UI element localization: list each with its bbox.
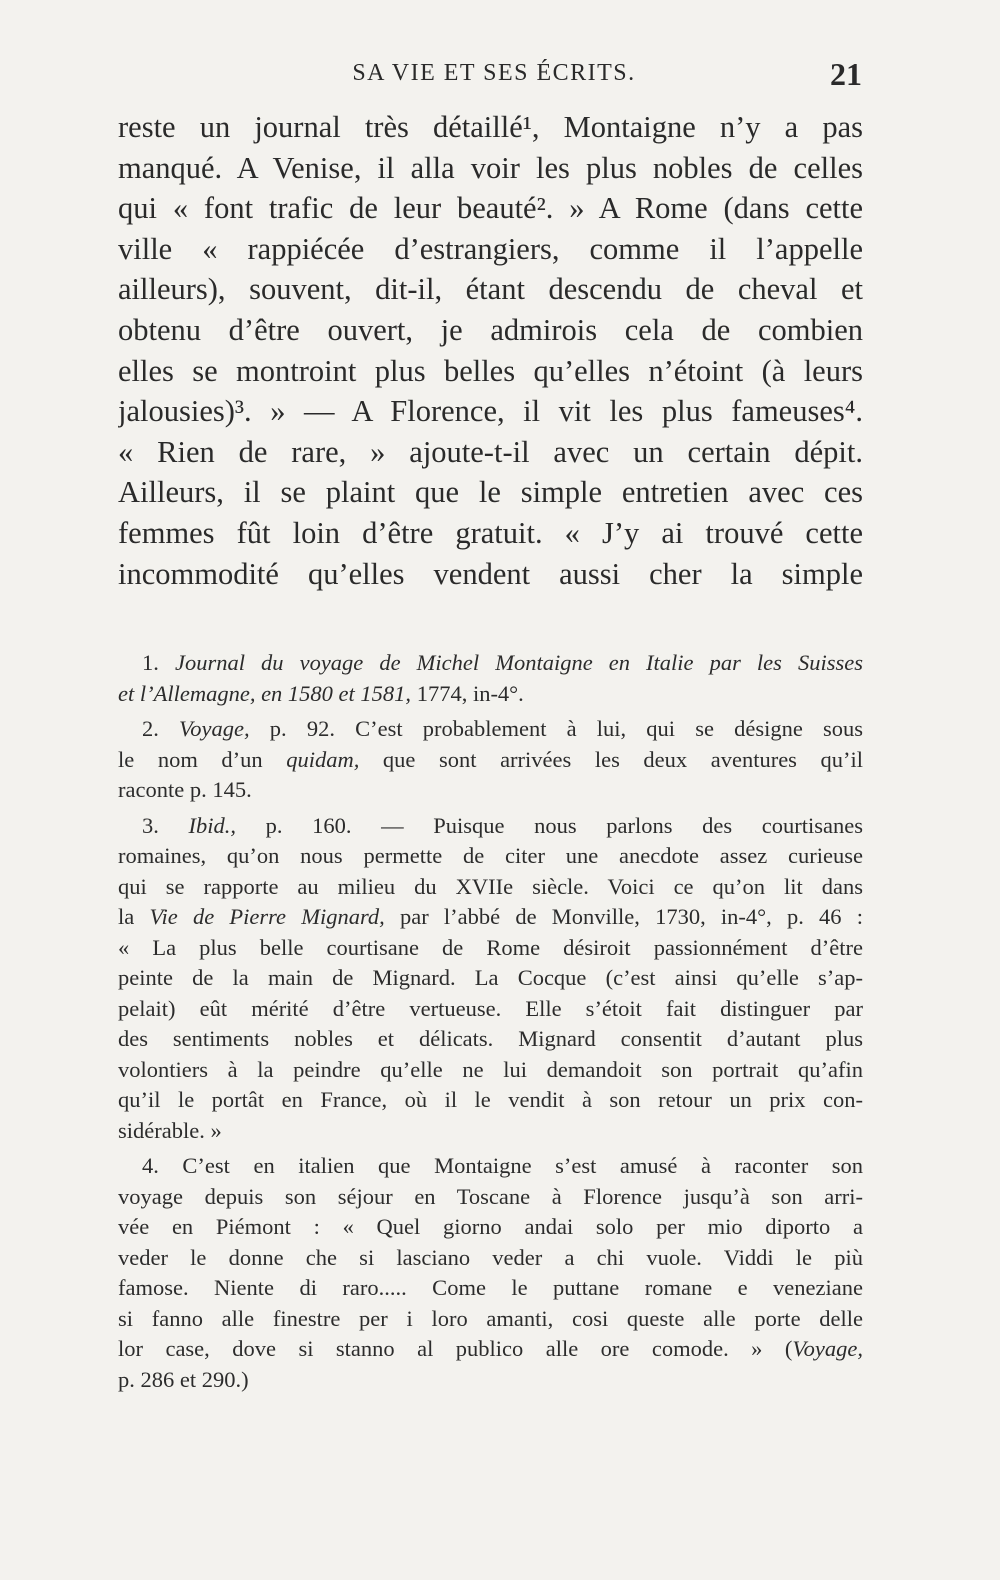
footnote-3: [118, 811, 863, 1147]
text-line: « Rien de rare, » ajoute-t-il avec un certain dépit.: [118, 434, 863, 469]
footnote-4: [118, 1151, 863, 1395]
footnote-text: lor case, dove si stanno al publico alle ore comode. » (: [118, 1336, 793, 1361]
footnote-line: qu’il le portât en France, où il le vendit à son retour un prix con-: [118, 1087, 863, 1112]
footnote-line: famose. Niente di raro..... Come le puttane romane e veneziane: [118, 1275, 863, 1300]
footnote-italic: Vie de Pierre Mignard,: [149, 904, 385, 929]
text-line: obtenu d’être ouvert, je admirois cela de combien: [118, 312, 863, 347]
footnote-line: [118, 679, 863, 710]
text-line: reste un journal très détaillé¹, Montaigne n’y a pas: [118, 110, 863, 144]
footnote-text: 3.: [142, 812, 189, 838]
footnote-text: le nom d’un: [118, 746, 287, 772]
footnote-text: que sont arrivées les deux aventures qu’il: [359, 746, 863, 772]
footnote-text: 1774, in-4°.: [411, 680, 524, 706]
footnote-2: [118, 714, 863, 806]
footnote-italic: Voyage,: [179, 716, 250, 741]
text-line: femmes fût loin d’être gratuit. « J’y ai trouvé cette: [118, 515, 863, 550]
footnote-line: [118, 648, 863, 679]
footnote-line: veder le donne che si lasciano veder a chi vuole. Viddi le più: [118, 1244, 863, 1270]
footnote-line: [118, 1334, 863, 1365]
page-number: 21: [830, 56, 862, 92]
text-line: ville « rappiécée d’estrangiers, comme il l’appelle: [118, 231, 863, 266]
footnote-italic: et l’Allemagne, en 1580 et 1581,: [118, 680, 412, 706]
footnote-text: p. 92. C’est probablement à lui, qui se désigne sous: [249, 716, 863, 741]
footnote-italic: Voyage,: [792, 1336, 863, 1361]
footnote-text: la: [118, 904, 150, 929]
footnote-line: qui se rapporte au milieu du XVIIe siècle. Voici ce qu’on lit dans: [118, 873, 863, 899]
text-line: qui « font trafic de leur beauté². » A Rome (dans cette: [118, 191, 863, 226]
footnote-italic: quidam,: [286, 746, 360, 772]
footnote-line: sidérable. »: [118, 1117, 222, 1143]
footnote-line: vée en Piémont : « Quel giorno andai solo per mio diporto a: [118, 1214, 863, 1239]
footnote-line: [118, 811, 863, 842]
footnote-line: des sentiments nobles et délicats. Mignard consentit d’autant plus: [118, 1026, 863, 1051]
footnote-line: [118, 902, 863, 933]
footnote-1: [118, 648, 863, 709]
text-line: jalousies)³. » — A Florence, il vit les plus fameuses⁴.: [118, 394, 863, 429]
footnote-text: 2.: [142, 716, 180, 741]
footnote-line: pelait) eût mérité d’être vertueuse. Elle s’étoit fait distinguer par: [118, 995, 863, 1021]
text-line: incommodité qu’elles vendent aussi cher la simple: [118, 556, 863, 591]
main-text: [118, 107, 863, 594]
footnote-line: [118, 714, 863, 745]
text-line: Ailleurs, il se plaint que le simple entretien avec ces: [118, 475, 863, 510]
footnote-line: peinte de la main de Mignard. La Cocque (c’est ainsi qu’elle s’ap-: [118, 965, 863, 990]
running-title: SA VIE ET SES ÉCRITS.: [352, 60, 636, 86]
footnote-line: romaines, qu’on nous permette de citer une anecdote assez curieuse: [118, 843, 863, 868]
footnote-italic: Journal du voyage de Michel Montaigne en Italie par les Suisses: [174, 650, 863, 675]
footnote-text: p. 160. — Puisque nous parlons des courtisanes: [236, 812, 863, 838]
footnote-line: volontiers à la peindre qu’elle ne lui demandoit son portrait qu’afin: [118, 1056, 863, 1082]
footnote-line: raconte p. 145.: [118, 777, 252, 802]
footnote-line: voyage depuis son séjour en Toscane à Florence jusqu’à son arri-: [118, 1183, 863, 1209]
footnote-number: 1.: [142, 650, 159, 675]
text-line: elles se montroint plus belles qu’elles n’étoint (à leurs: [118, 353, 863, 388]
footnote-line: [118, 745, 863, 776]
footnote-line: p. 286 et 290.): [118, 1366, 249, 1392]
footnote-line: 4. C’est en italien que Montaigne s’est amusé à raconter son: [142, 1153, 863, 1178]
footnotes: [118, 648, 863, 1400]
footnote-line: « La plus belle courtisane de Rome désiroit passionnément d’être: [118, 934, 863, 960]
footnote-italic: Ibid.,: [188, 812, 237, 838]
page-header: [118, 56, 870, 100]
footnote-text: par l’abbé de Monville, 1730, in-4°, p. 46 :: [384, 904, 863, 929]
text-line: manqué. A Venise, il alla voir les plus nobles de celles: [118, 150, 863, 185]
text-line: ailleurs), souvent, dit-il, étant descendu de cheval et: [118, 272, 863, 307]
footnote-line: si fanno alle finestre per i loro amanti, cosi queste alle porte delle: [118, 1305, 863, 1331]
